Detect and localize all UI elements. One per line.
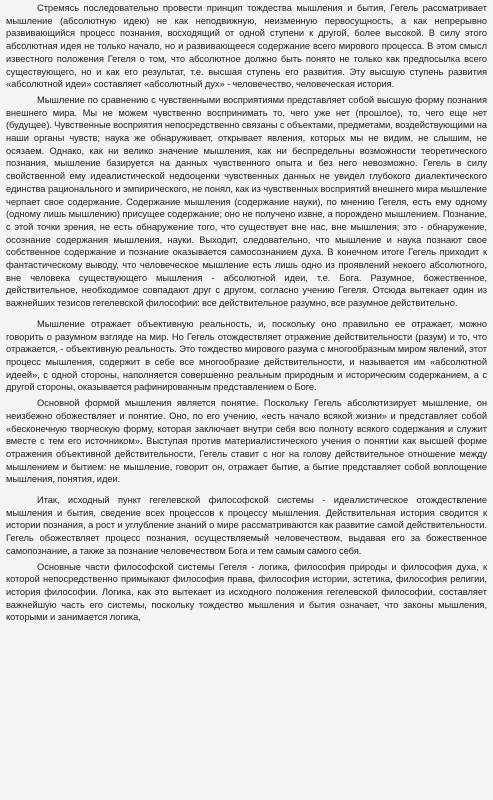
paragraph-4: Основной формой мышления является понятие. Поскольку Гегель абсолютизирует мышление, он неизбежно обожествляет и понятие. Оно, по его учению, «есть начало всякой жизни» и представляет собой «бесконечную творческую форму, которая заключает внутри себя всю полноту всякого содержания и служит вместе с тем его источником». Выступая против материалистического учения о понятии как высшей форме отражения объективной действительности, Гегель ставит с ног на голову действительное отношение между мышлением и бытием: не мышление, говорит он, отражает бытие, а бытие представляет собой воплощение мышления, понятия, идеи.: [6, 398, 487, 485]
paragraph-6: Основные части философской системы Гегеля - логика, философия природы и философия духа, к которой непосредственно примыкают философия права, философия истории, эстетика, философия религии, история философии. Логика, как это вытекает из исходного положения гегелевской философии, составляет важнейшую часть его системы, поскольку тождество мышления и бытия означает, что законы мышления, которыми и занимается логика,: [6, 561, 487, 623]
paragraph-2: Мышление по сравнению с чувственными восприятиями представляет собой высшую форму познания внешнего мира. Мы не можем чувственно воспринимать то, чего уже нет (прошлое), то, чего еще нет (будущее). Чувственные восприятия непосредственно связаны с объектами, предметами, воздействующими на наши органы чувств; наука же обнаруживает, открывает явления, которых мы не видим, не слышим, не осязаем. Однако, как ни велико значение мышления, как ни беспредельны возможности теоретического познания, мышление базируется на данных чувственного опыта и без него невозможно. Гегель в силу свойственной ему идеалистической недооценки чувственных данных не увидел глубокого диалектического единства рационального и эмпирического, не понял, как из чувственных восприятий внешнего мира мышление черпает свое содержание. Содержание мышления (содержание науки), по мнению Гегеля, есть ему одному (одному лишь мышлению) присущее содержание; оно не получено извне, а порождено мышлением. Познание, с этой точки зрения, не есть обнаружение того, что существует вне нас, вне мышления; это - обнаружение, осознание содержания мышления, науки. Выходит, следовательно, что мышление и наука познают свое собственное содержание и познание оказывается самосознанием духа. В конечном итоге Гегель приходит к фантастическому выводу, что человеческое мышление есть лишь одно из проявлений некоего абсолютного, вне человека существующего мышления - абсолютной идеи, т.е. Бога. Разумное, божественное, действительное, необходимое совпадают друг с другом, согласно учению Гегеля. Отсюда вытекает один из важнейших тезисов гегелевской философии: все действительное разумно, все разумное действительно.: [6, 94, 487, 309]
paragraph-1: Стремясь последовательно провести принцип тождества мышления и бытия, Гегель рассматривает мышление (абсолютную идею) не как неподвижную, неизменную первосущность, а как непрерывно развивающийся процесс познания, восходящий от одной ступени к другой, более высокой. В силу этого абсолютная идея не только начало, но и развивающееся содержание всего мирового процесса. В этом смысл известного положения Гегеля о том, что абсолютное должно быть понято не только как предпосылка всего существующего, но и как его результат, т.е. высшая ступень его развития. Эту высшую ступень развития «абсолютной идеи» составляет «абсолютный дух» - человечество, человеческая история.: [6, 3, 487, 90]
paragraph-3: Мышление отражает объективную реальность, и, поскольку оно правильно ее отражает, можно говорить о разумном взгляде на мир. Но Гегель отождествляет отражение действительности (разум) и то, что отражается, - объективную реальность. Это тождество мирового разума с многообразным миром явлений, этот процесс мышления, содержит в себе все многообразие действительности, и называется им «абсолютной идеей», с одной стороны, наполняется совершенно реальным природным и историческим содержанием, а с другой стороны, оказывается рафинированным представлением о Боге.: [6, 318, 487, 393]
paragraph-5: Итак, исходный пункт гегелевской философской системы - идеалистическое отождествление мышления и бытия, сведение всех процессов к процессу мышления. Действительная история сводится к истории познания, а рост и углубление знаний о мире рассматриваются как развитие самой действительности. Гегель обожествляет процесс познания, осуществляемый человечеством, выдавая его за божественное самопознание, а также за познание человечеством Бога и тем самым самого себя.: [6, 495, 487, 556]
